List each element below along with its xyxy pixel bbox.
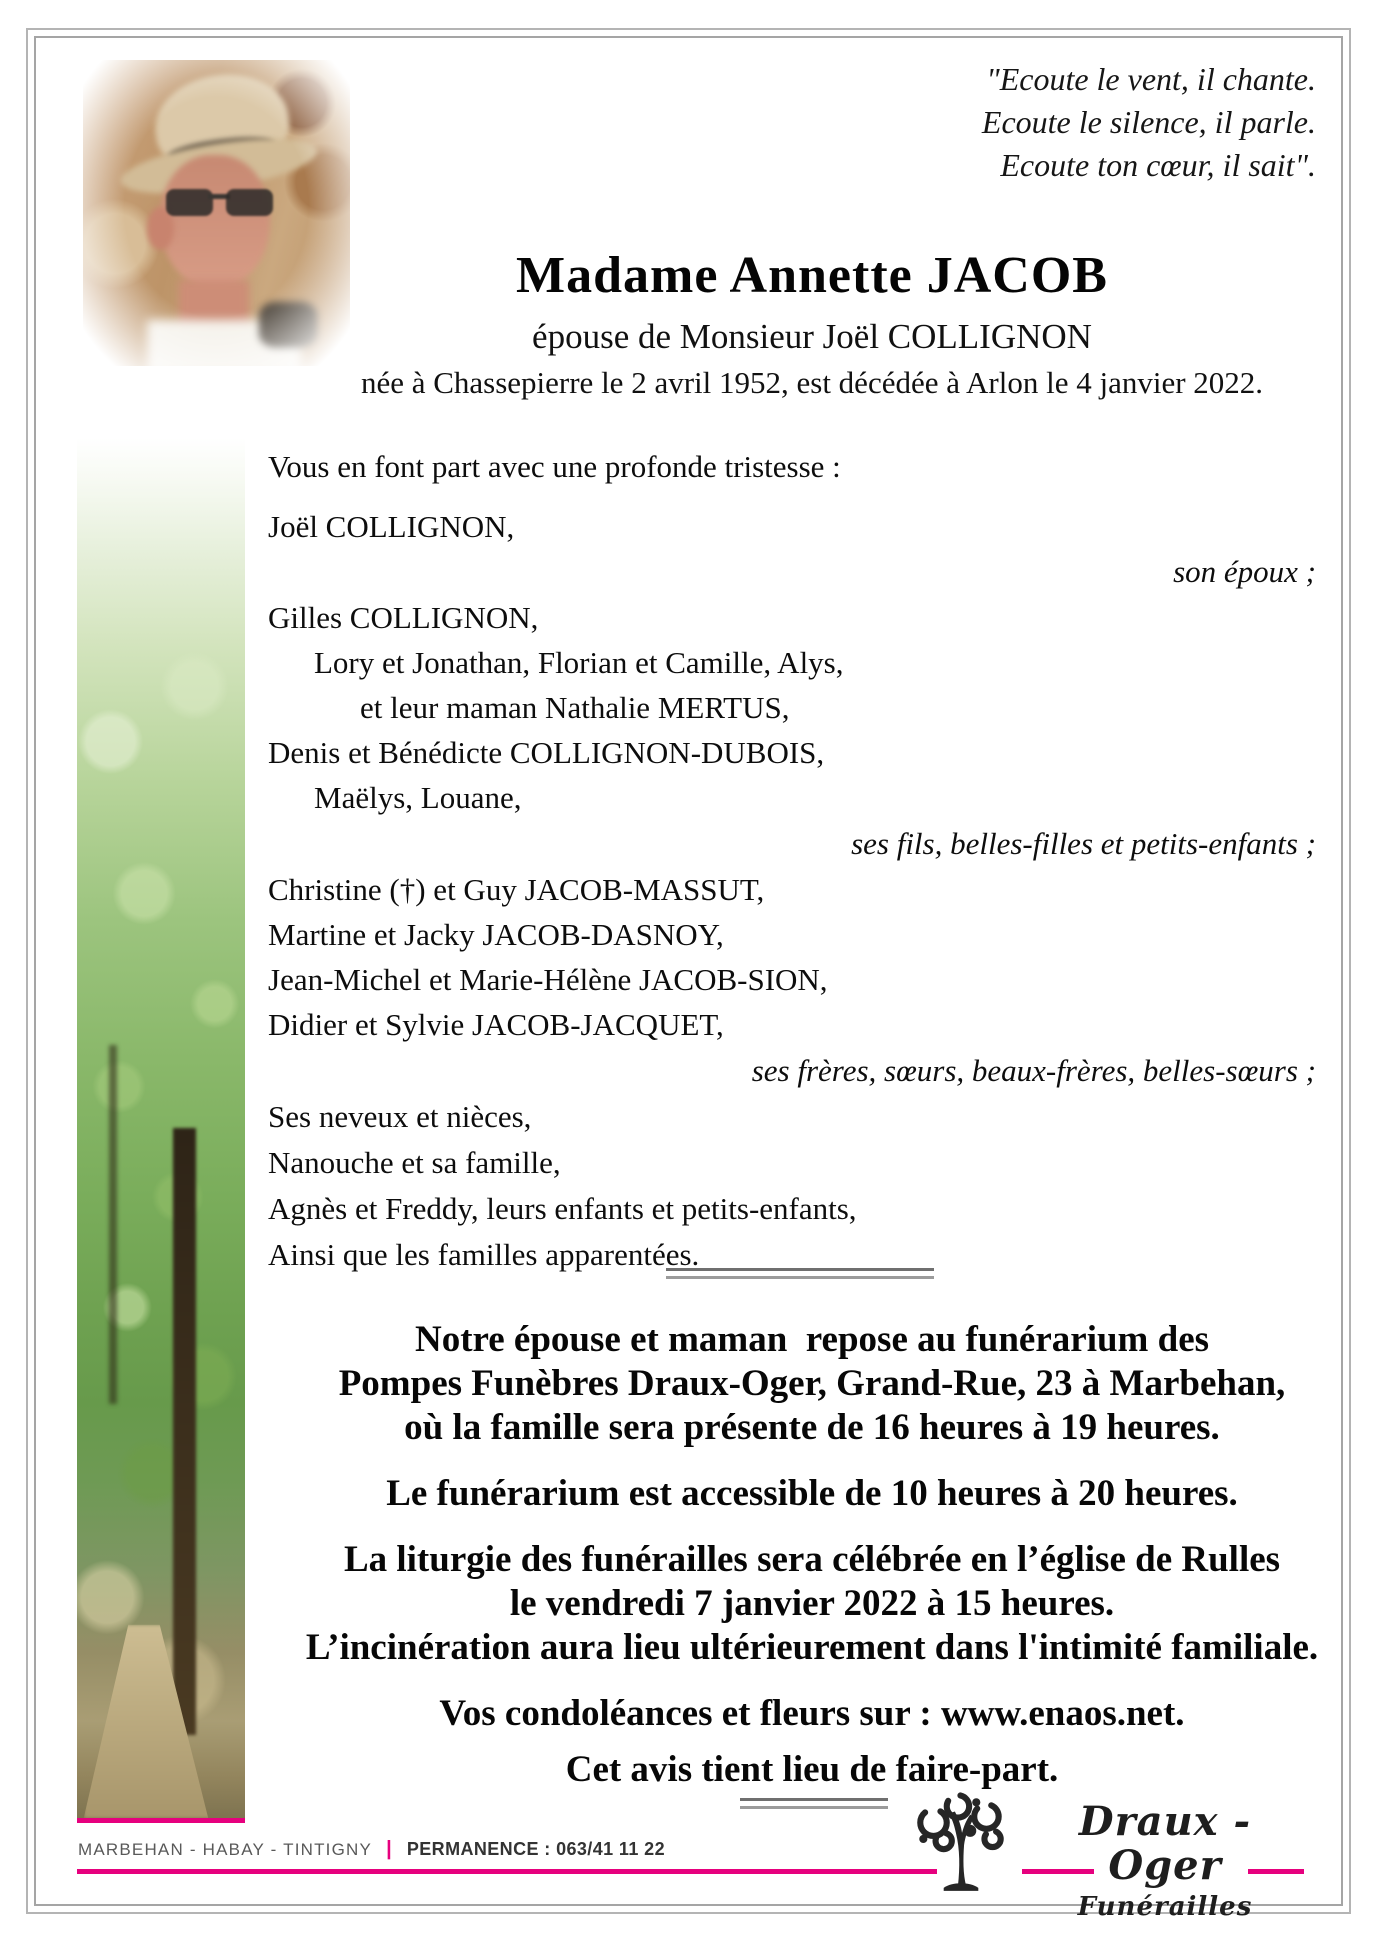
relation-caption: ses frères, sœurs, beaux-frères, belles-sœurs ; <box>751 1053 1316 1088</box>
family-line: Nanouche et sa famille, <box>268 1145 561 1180</box>
footer-accent-dash <box>1022 1869 1094 1874</box>
family-line: Martine et Jacky JACOB-DASNOY, <box>268 917 724 952</box>
access-block <box>262 1472 1362 1516</box>
birth-death-line: née à Chassepierre le 2 avril 1952, est décédée à Arlon le 4 janvier 2022. <box>360 365 1264 400</box>
condolences-line: Vos condoléances et fleurs sur : www.enaos.net. <box>439 1693 1185 1734</box>
condolences-block <box>262 1692 1362 1736</box>
repose-block <box>262 1318 1362 1450</box>
footer-divider <box>740 1798 888 1809</box>
brand-subtitle: Funérailles <box>1077 1892 1253 1922</box>
notice-block <box>262 1748 1362 1792</box>
footer-permanence: PERMANENCE : 063/41 11 22 <box>406 1839 665 1859</box>
quote-line: "Ecoute le vent, il chante. <box>986 61 1316 97</box>
family-line: Christine (†) et Guy JACOB-MASSUT, <box>268 872 765 907</box>
family-line: Lory et Jonathan, Florian et Camille, Alys, <box>314 645 844 680</box>
tree-icon <box>905 1790 1017 1892</box>
section-divider <box>666 1268 934 1279</box>
footer-accent-line <box>77 1869 937 1874</box>
footer-separator: | <box>386 1838 393 1860</box>
spouse-subtitle: épouse de Monsieur Joël COLLIGNON <box>532 317 1092 356</box>
family-announcement <box>268 446 1316 1276</box>
liturgy-block <box>262 1538 1362 1670</box>
family-line: Didier et Sylvie JACOB-JACQUET, <box>268 1007 724 1042</box>
foliage-texture <box>77 438 245 1818</box>
quote-line: Ecoute ton cœur, il sait". <box>1000 147 1316 183</box>
notice-line: Cet avis tient lieu de faire-part. <box>565 1749 1059 1790</box>
detail-line: L’incinération aura lieu ultérieurement dans l'intimité familiale. <box>305 1627 1319 1668</box>
detail-line: le vendredi 7 janvier 2022 à 15 heures. <box>509 1583 1115 1624</box>
detail-line: La liturgie des funérailles sera célébrée en l’église de Rulles <box>343 1539 1281 1580</box>
footer-accent-dash <box>1248 1869 1304 1874</box>
family-line: Denis et Bénédicte COLLIGNON-DUBOIS, <box>268 735 825 770</box>
family-line: et leur maman Nathalie MERTUS, <box>360 690 790 725</box>
tree-trunk-shape-small <box>109 1045 117 1404</box>
detail-line: où la famille sera présente de 16 heures à 19 heures. <box>404 1407 1220 1448</box>
detail-line: Pompes Funèbres Draux-Oger, Grand-Rue, 23 à Marbehan, <box>338 1363 1286 1404</box>
family-line: Ses neveux et nièces, <box>268 1099 532 1134</box>
header <box>262 246 1362 403</box>
detail-line: Notre épouse et maman repose au funérarium des <box>414 1319 1210 1360</box>
brand-logo <box>1040 1800 1290 1922</box>
family-line: Joël COLLIGNON, <box>268 509 515 544</box>
opening-quote <box>982 58 1316 187</box>
announcement-intro: Vous en font part avec une profonde tristesse : <box>268 449 841 484</box>
tree-trunk-shape <box>173 1128 197 1735</box>
family-line: Agnès et Freddy, leurs enfants et petits-enfants, <box>268 1191 857 1226</box>
footer-contact-line <box>78 1838 665 1861</box>
relation-caption: ses fils, belles-filles et petits-enfants ; <box>851 826 1316 861</box>
relation-caption: son époux ; <box>1173 554 1316 589</box>
quote-line: Ecoute le silence, il parle. <box>981 104 1316 140</box>
family-line: Gilles COLLIGNON, <box>268 600 539 635</box>
deceased-name-title: Madame Annette JACOB <box>516 247 1108 304</box>
brand-name: Draux - Oger <box>1078 1798 1252 1889</box>
forest-path-image <box>77 438 245 1823</box>
family-line: Jean-Michel et Marie-Hélène JACOB-SION, <box>268 962 828 997</box>
family-line: Maëlys, Louane, <box>314 780 522 815</box>
funeral-details <box>262 1318 1362 1792</box>
detail-line: Le funérarium est accessible de 10 heures à 20 heures. <box>386 1473 1238 1514</box>
footer-locations: MARBEHAN - HABAY - TINTIGNY <box>78 1840 373 1859</box>
family-line: Ainsi que les familles apparentées. <box>268 1237 700 1272</box>
